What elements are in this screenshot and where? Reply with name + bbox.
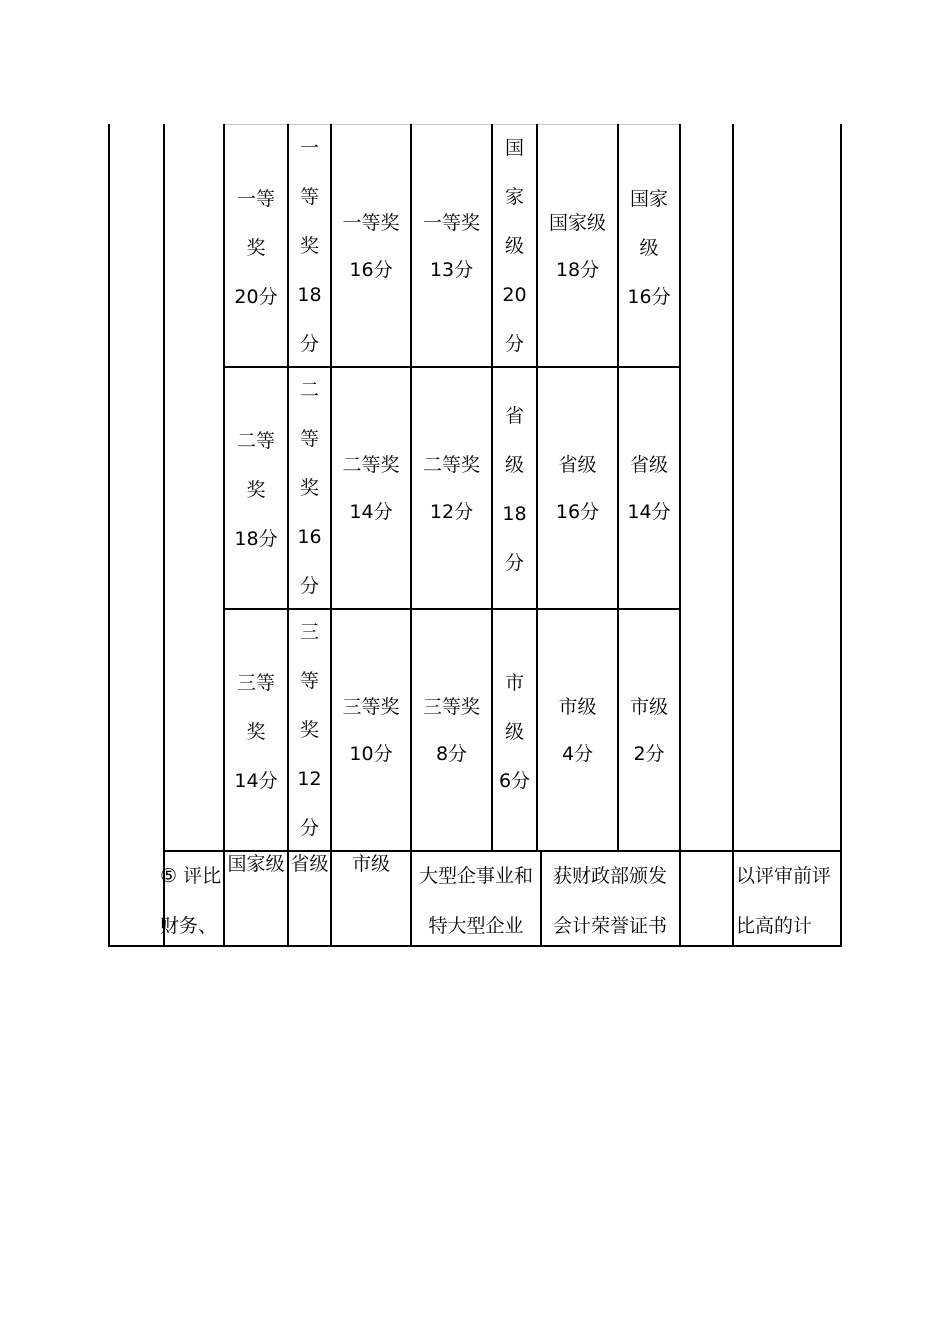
row1-c4: 一等奖 13分: [422, 212, 480, 281]
row2-c1: 二等 奖 18分: [234, 430, 278, 550]
col-line-0: [108, 124, 110, 947]
row3-c3: 三等奖 10分: [342, 696, 400, 765]
row2-c7: 省级 14分: [627, 454, 671, 523]
row1-c6: 国家级 18分: [548, 212, 606, 281]
row3-c7: 市级 2分: [629, 696, 668, 765]
row1-c1: 一等 奖 20分: [234, 188, 278, 308]
col-line-11: [840, 124, 842, 947]
row2-c5: 省 级 18 分: [502, 405, 527, 574]
col-line-1: [163, 124, 165, 947]
row2-c6: 省级 16分: [555, 454, 600, 523]
bottom-national: 国家级: [227, 853, 285, 875]
row2-c3: 二等奖 14分: [342, 454, 400, 523]
bottom-provincial: 省级: [290, 853, 329, 875]
row3-c1: 三等 奖 14分: [234, 672, 278, 792]
col-line-9: [679, 124, 681, 947]
col-line-10: [732, 124, 734, 947]
row1-c7: 国家 级 16分: [627, 188, 671, 308]
row1-c2: 一 等 奖 18 分: [297, 137, 322, 355]
bottom-note: 以评审前评 比高的计: [736, 865, 832, 937]
bottom-enterprise: 大型企事业和 特大型企业: [418, 865, 533, 937]
bottom-city: 市级: [351, 853, 390, 875]
row2-c4: 二等奖 12分: [422, 454, 480, 523]
row1-c3: 一等奖 16分: [342, 212, 400, 281]
bottom-certificate: 获财政部颁发 会计荣誉证书: [552, 865, 667, 937]
row3-c5: 市 级 6分: [498, 672, 531, 792]
row1-c5: 国 家 级 20 分: [502, 137, 527, 355]
row3-c2: 三 等 奖 12 分: [297, 621, 322, 839]
row2-c2: 二 等 奖 16 分: [297, 379, 322, 597]
row3-c4: 三等奖 8分: [422, 696, 480, 765]
row3-c6: 市级 4分: [558, 696, 597, 765]
bottom-item-label: ⑤ 评比 财务、: [160, 865, 222, 937]
